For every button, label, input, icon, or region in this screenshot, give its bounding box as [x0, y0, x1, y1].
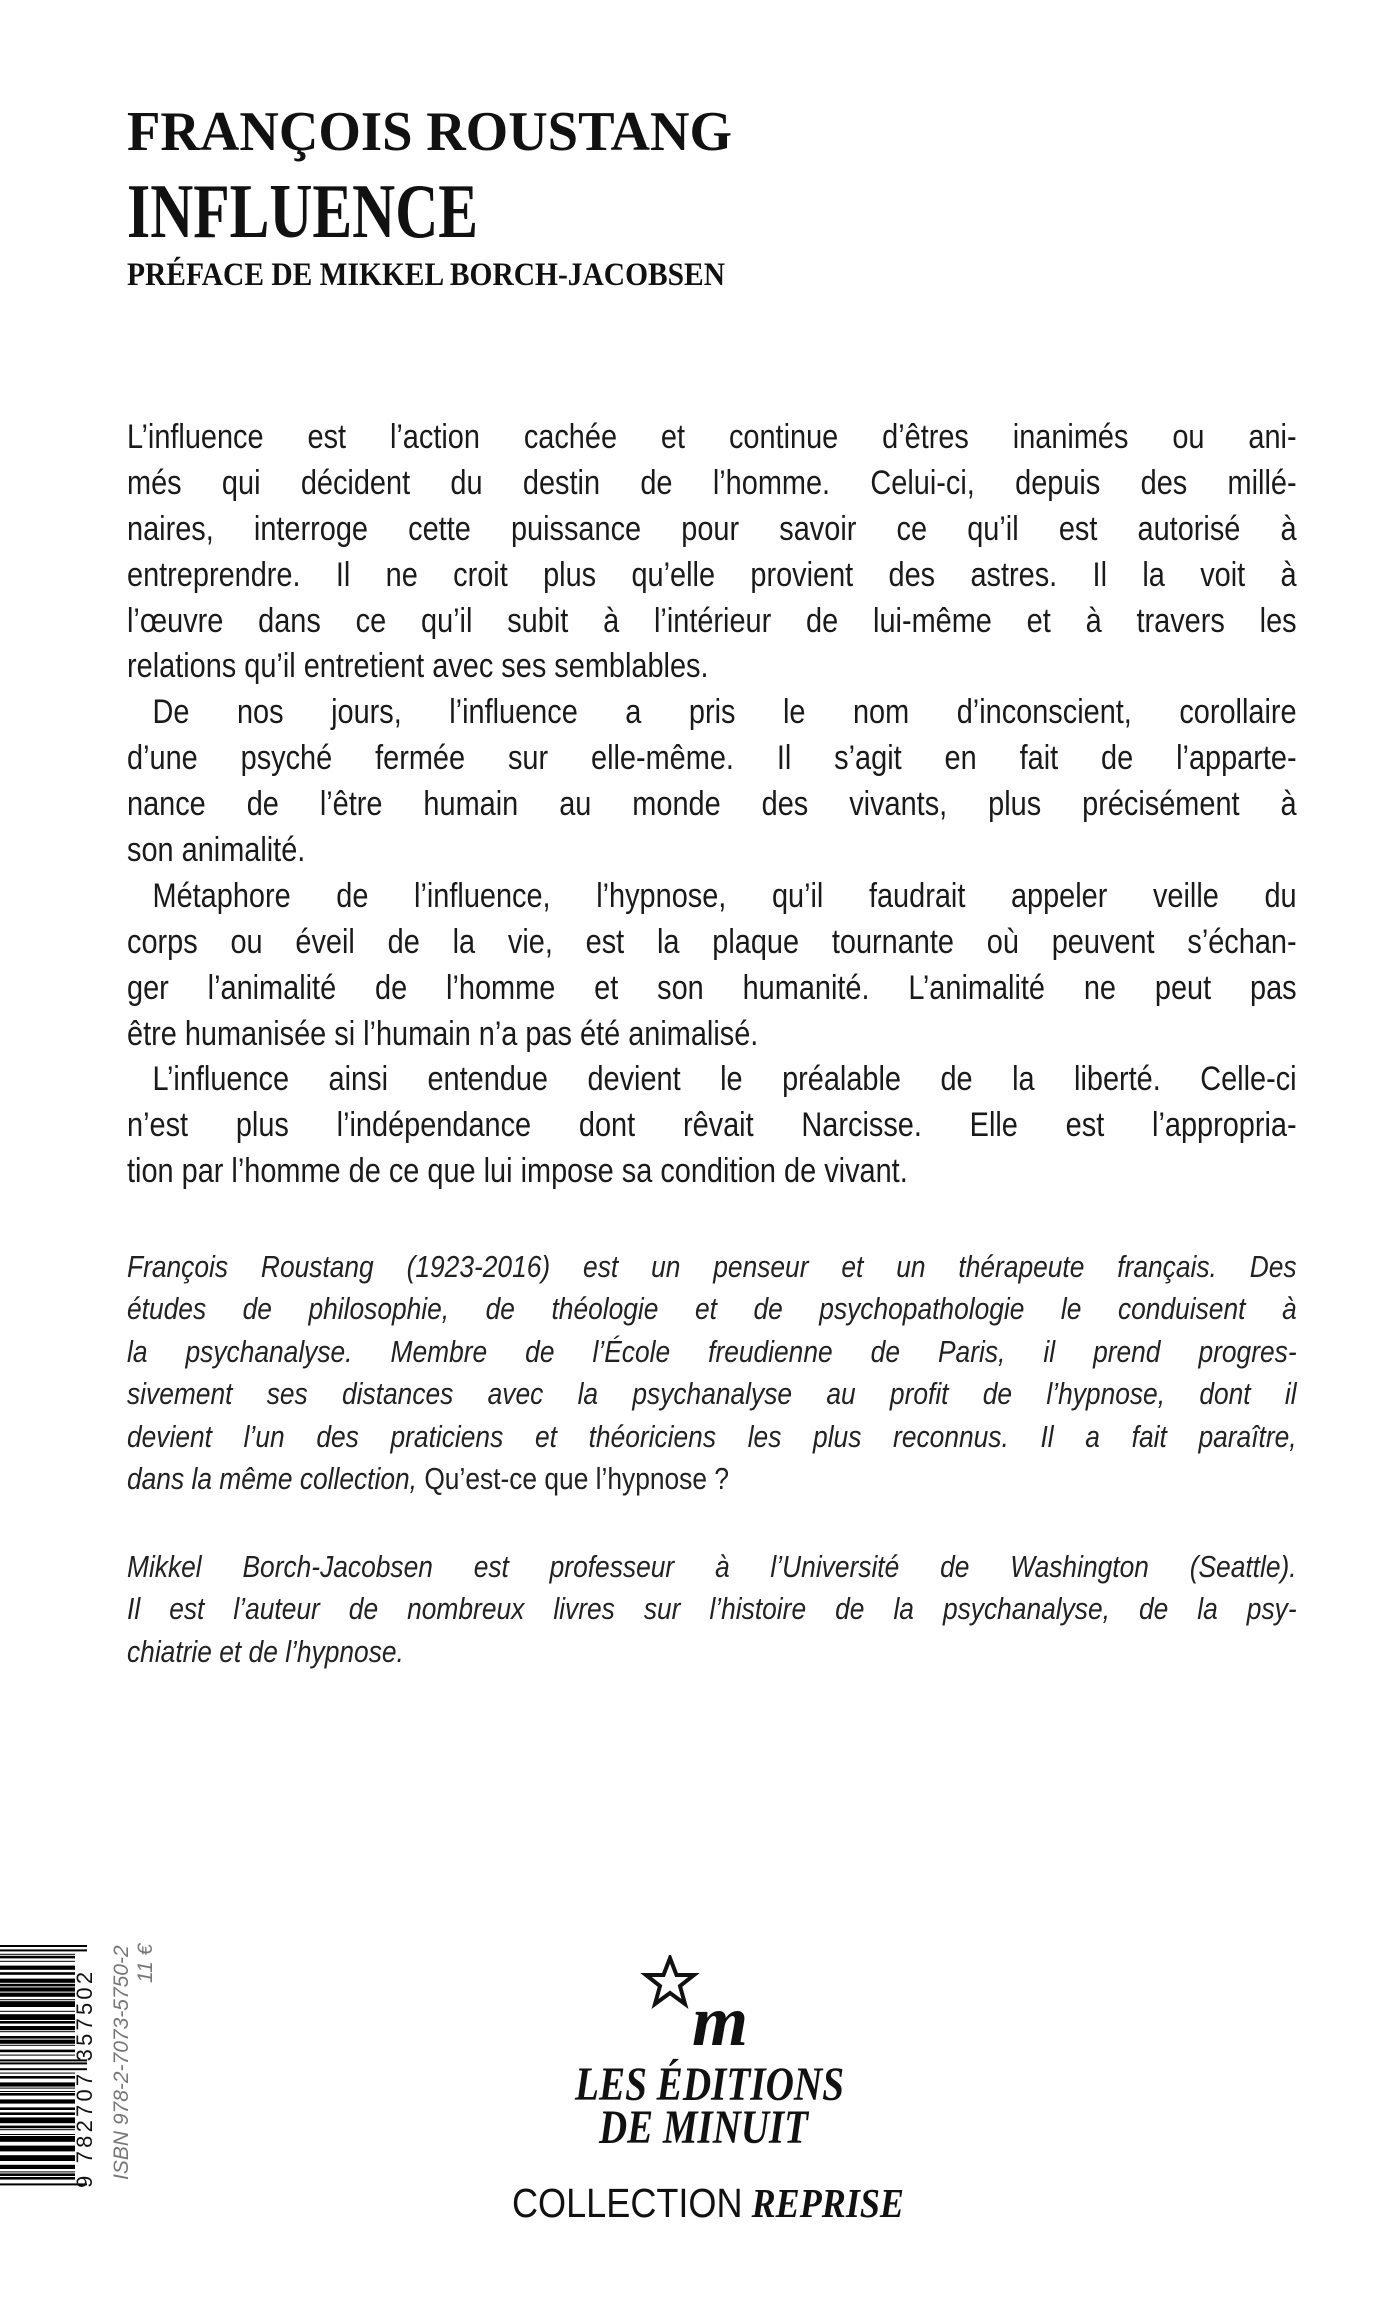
text-line: chiatrie et de l’hypnose.	[127, 1633, 404, 1669]
text-line: L’influence ainsi entendue devient le préalable de la liberté. Celle-ci	[152, 1060, 1297, 1099]
barcode-bar	[0, 2093, 75, 2096]
barcode-bar	[0, 2073, 75, 2074]
text-line: François Roustang (1923-2016) est un penseur et un thérapeute français. Des	[127, 1249, 1297, 1284]
collection-label: COLLECTION	[512, 2180, 743, 2226]
book-summary	[127, 415, 1297, 1195]
text-line: être humanisée si l’humain n’a pas été animalisé.	[127, 1014, 759, 1053]
text-line: sivement ses distances avec la psychanalyse au profit de l’hypnose, dont il	[127, 1376, 1297, 1412]
collection-name: REPRISE	[751, 2180, 904, 2226]
publisher-name-line1: LES ÉDITIONS	[575, 2058, 844, 2111]
text-line: entreprendre. Il ne croit plus qu’elle provient des astres. Il la voit à	[127, 555, 1297, 594]
text-line: nance de l’être humain au monde des vivants, plus précisément à	[127, 785, 1297, 824]
barcode-bar	[0, 2165, 75, 2169]
publisher-name-line2: DE MINUIT	[599, 2101, 808, 2154]
barcode-bar	[0, 2136, 75, 2142]
text-line: la psychanalyse. Membre de l’École freudienne de Paris, il prend progres-	[127, 1333, 1297, 1369]
barcode-bar	[0, 2082, 75, 2086]
text-line	[127, 1458, 1297, 1500]
barcode-bar	[0, 2112, 75, 2115]
barcode-bar	[0, 1987, 75, 1991]
barcode-bar	[0, 2134, 75, 2135]
text-line: devient l’un des praticiens et théoriciens les plus reconnus. Il a fait paraître,	[127, 1418, 1297, 1454]
barcode-bar	[0, 2146, 75, 2152]
text-line: De nos jours, l’influence a pris le nom d’inconscient, corollaire	[152, 693, 1297, 732]
barcode-bar	[0, 2001, 75, 2007]
text-line: d’une psyché fermée sur elle-même. Il s’agit en fait de l’apparte-	[127, 739, 1297, 778]
barcode-bar	[0, 2021, 75, 2024]
barcode-bar	[0, 1961, 75, 1962]
text-line: n’est plus l’indépendance dont rêvait Narcisse. Elle est l’appropria-	[127, 1106, 1297, 1145]
barcode-bar	[0, 2050, 75, 2053]
barcode-bar	[0, 1956, 75, 1959]
book-reference: Qu’est-ce que l’hypnose ?	[424, 1460, 729, 1496]
text-line: son animalité.	[127, 831, 306, 870]
barcode-bar	[0, 2011, 75, 2012]
price: 11 €	[134, 1943, 157, 1983]
text-line: L’influence est l’action cachée et continue d’êtres inanimés ou ani-	[127, 418, 1297, 456]
barcode-bar	[0, 2177, 75, 2180]
barcode-digits: 9 782707 357502	[72, 1968, 97, 2188]
barcode-bar	[0, 2076, 75, 2079]
barcode-bar	[0, 2126, 75, 2129]
book-title: INFLUENCE	[127, 168, 478, 254]
barcode-bar	[0, 1999, 75, 2000]
barcode-bar	[0, 2155, 75, 2161]
author-biography	[127, 1246, 1297, 1500]
text-line: Mikkel Borch-Jacobsen est professeur à l’Université de Washington (Seattle).	[127, 1549, 1297, 1584]
barcode-bar	[0, 2171, 75, 2172]
barcode-bar	[0, 2099, 75, 2103]
barcode-bar	[0, 1993, 75, 1997]
barcode-bar	[0, 1966, 75, 1970]
author-name: FRANÇOIS ROUSTANG	[127, 101, 732, 163]
barcode-bar	[0, 1984, 75, 1987]
barcode-bar	[0, 2129, 75, 2130]
text-fragment: dans la même collection,	[127, 1460, 425, 1496]
barcode-bar	[0, 2040, 75, 2044]
barcode-bar	[0, 1972, 75, 1975]
barcode-bar	[0, 2107, 75, 2110]
text-line: ger l’animalité de l’homme et son humanité. L’animalité ne peut pas	[127, 968, 1297, 1007]
barcode-bar	[0, 2088, 75, 2089]
isbn-number: ISBN 978-2-7073-5750-2	[110, 1945, 133, 2180]
barcode-bar	[0, 2091, 75, 2092]
text-line: tion par l’homme de ce que lui impose sa condition de vivant.	[127, 1152, 908, 1191]
barcode-bar	[0, 2026, 75, 2030]
text-line: Il est l’auteur de nombreux livres sur l’histoire de la psychanalyse, de la psy-	[127, 1591, 1297, 1627]
barcode-bar	[0, 2055, 75, 2056]
text-line: relations qu’il entretient avec ses semblables.	[127, 647, 709, 686]
barcode-bar	[0, 1949, 87, 1951]
preface-author-biography	[127, 1546, 1297, 1673]
text-line: naires, interroge cette puissance pour savoir ce qu’il est autorisé à	[127, 509, 1297, 548]
barcode-bar	[0, 2117, 75, 2123]
barcode-bar	[0, 2014, 75, 2020]
preface-credit: PRÉFACE DE MIKKEL BORCH-JACOBSEN	[127, 257, 725, 293]
barcode-bar	[0, 1979, 75, 1983]
collection	[512, 2180, 904, 2226]
barcode-bar	[0, 2031, 75, 2032]
barcode-bar	[0, 2045, 75, 2046]
barcode-bar	[0, 1954, 75, 1955]
text-line: l’œuvre dans ce qu’il subit à l’intérieur de lui-même et à travers les	[127, 601, 1297, 640]
text-line: études de philosophie, de théologie et de psychopathologie le conduisent à	[127, 1291, 1297, 1327]
barcode-bar	[0, 2173, 75, 2176]
barcode-bar	[0, 1945, 87, 1947]
star-icon	[646, 1958, 694, 2004]
text-line: Métaphore de l’influence, l’hypnose, qu’il faudrait appeler veille du	[152, 876, 1297, 915]
text-line: més qui décident du destin de l’homme. Celui-ci, depuis des millé-	[127, 463, 1297, 502]
barcode-bar	[0, 2036, 75, 2039]
logo-letter: m	[692, 1981, 749, 2055]
publisher-logo-star-m-icon	[640, 1955, 765, 2055]
text-line: corps ou éveil de la vie, est la plaque tournante où peuvent s’échan-	[127, 922, 1297, 961]
